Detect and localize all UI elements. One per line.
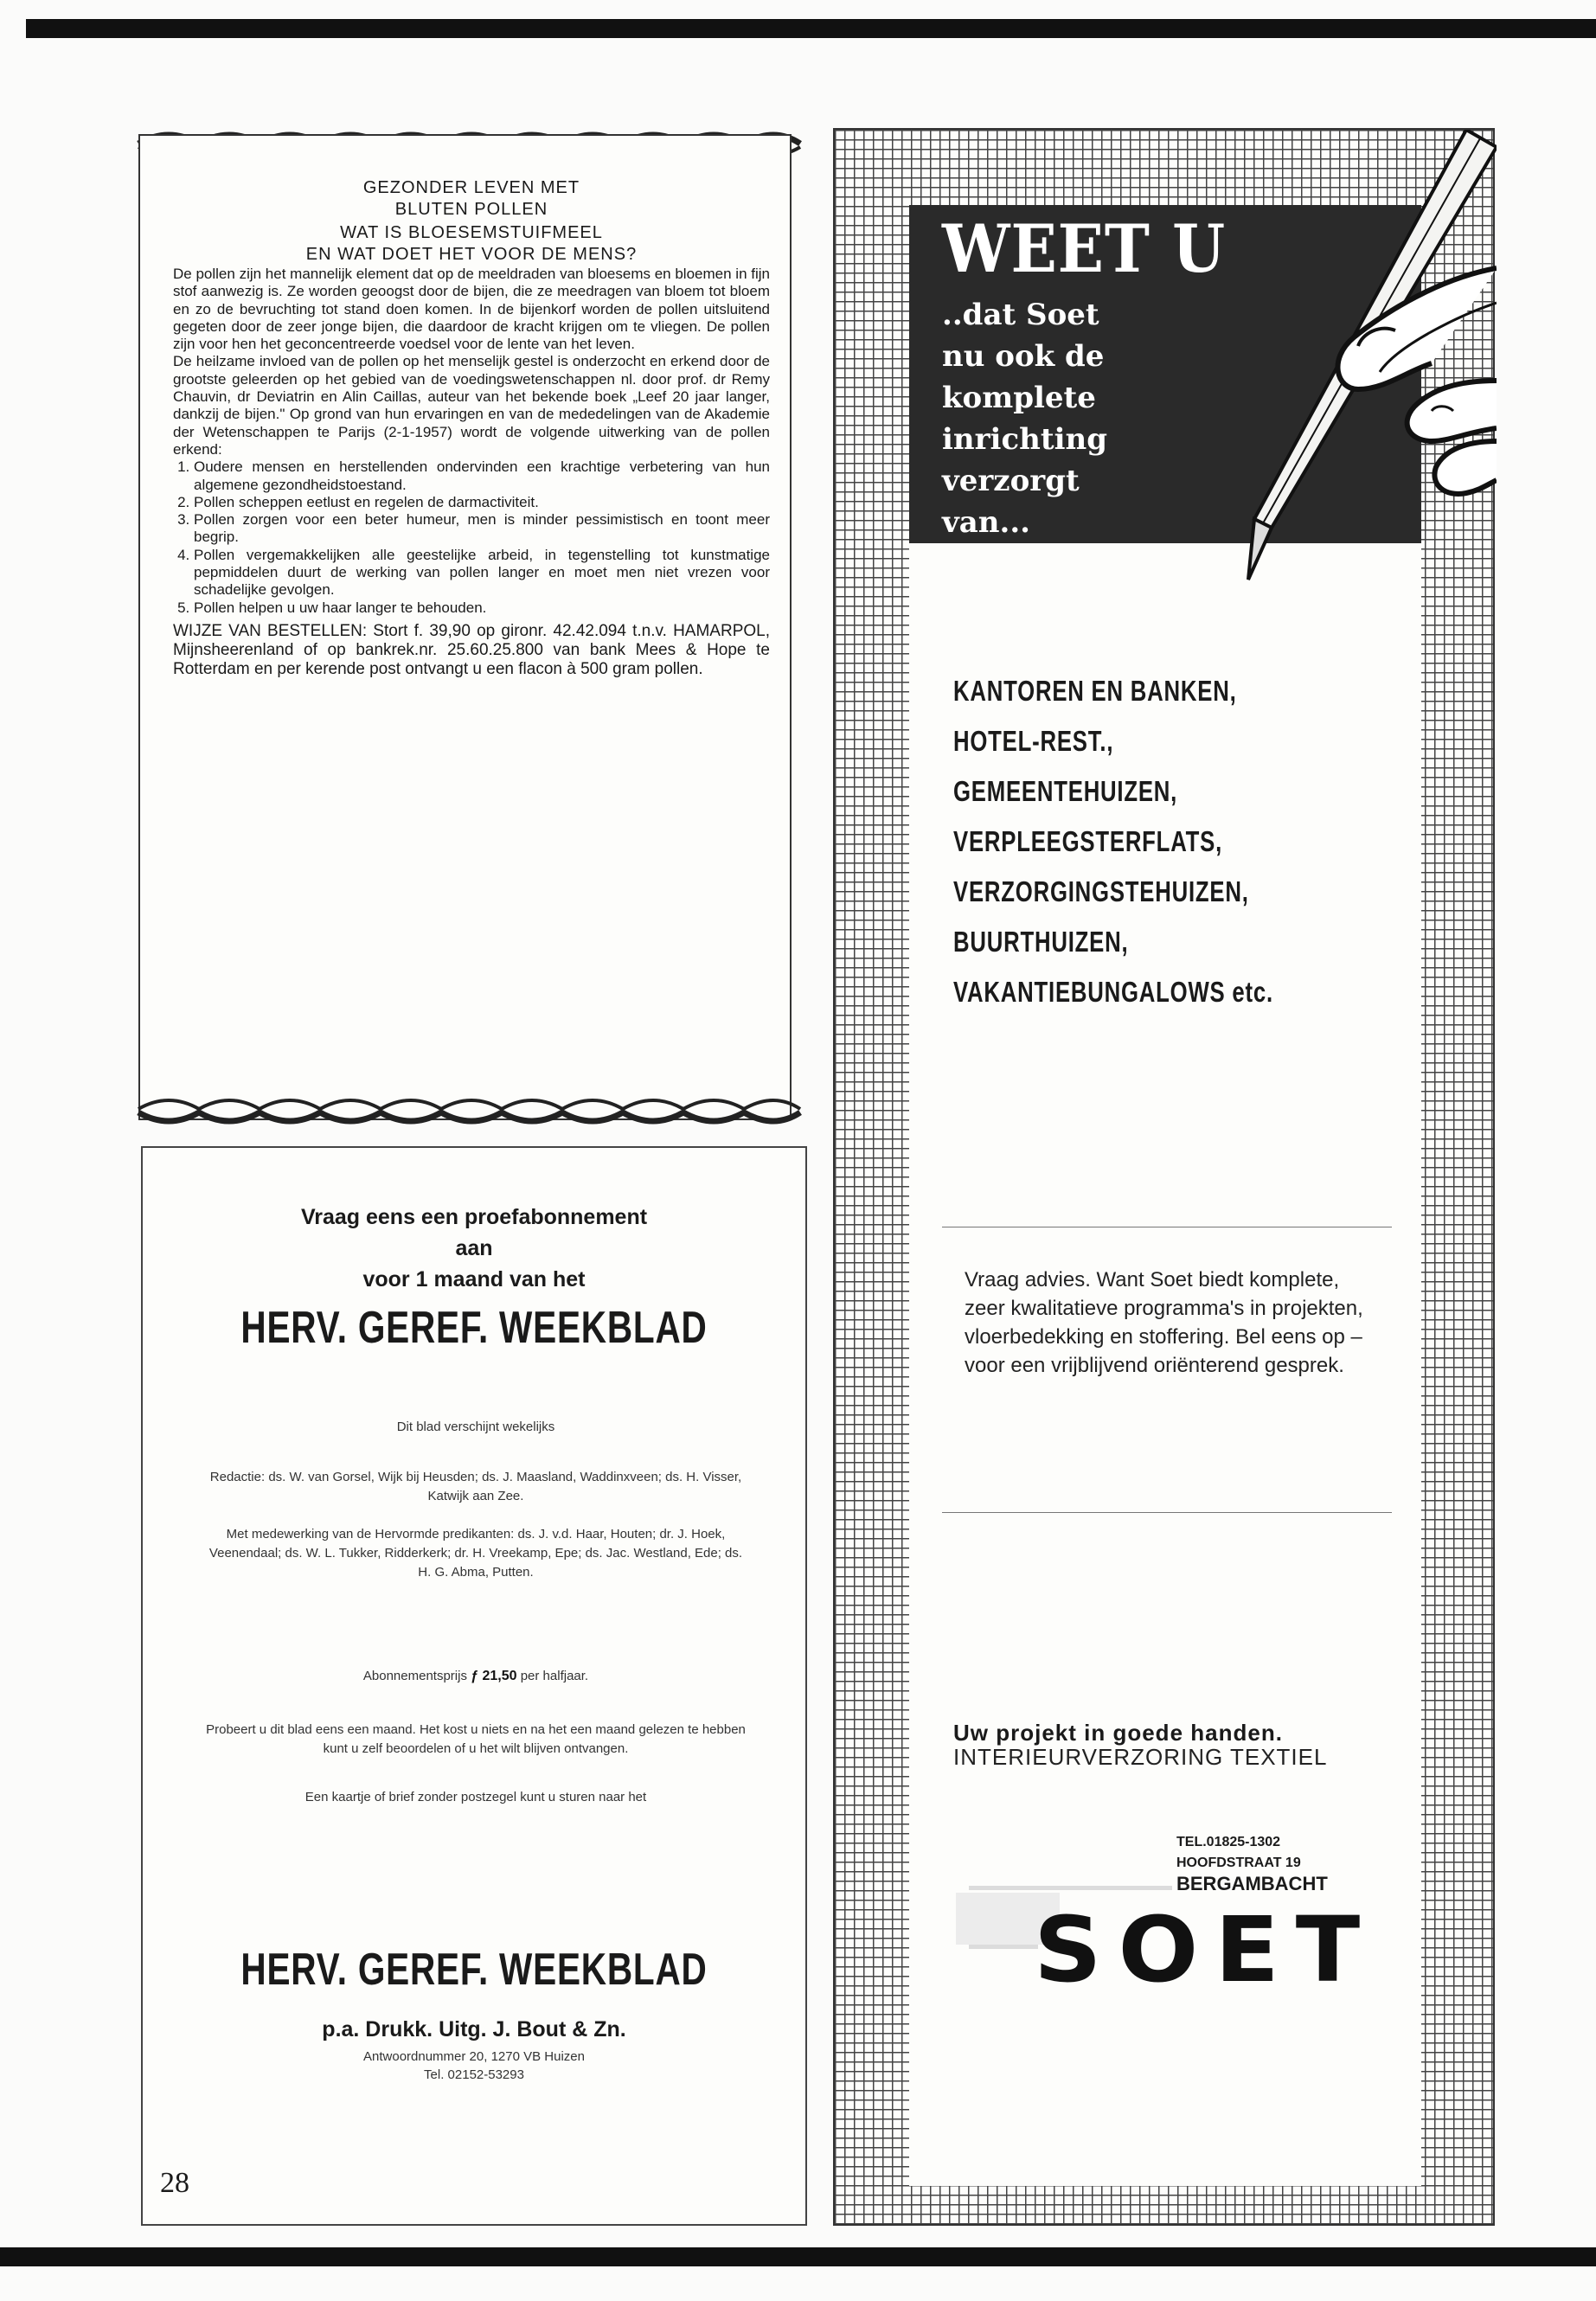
decorative-border-bottom bbox=[130, 1092, 804, 1135]
sector-item: VERZORGINGSTEHUIZEN, bbox=[953, 875, 1249, 907]
benefit-item: 4. Pollen vergemakkelijken alle geestelijke arbeid, in tegenstelling tot kunstmatige pepmiddelen duurt de werking van pollen langer en moet men niet vrezen voor schadelijke gevolgen. bbox=[194, 547, 770, 599]
sector-item: KANTOREN EN BANKEN, bbox=[953, 675, 1237, 707]
subscription-price: Abonnementsprijs ƒ 21,50 per halfjaar. bbox=[362, 1669, 589, 1683]
slogan: Uw projekt in goede handen. bbox=[953, 1720, 1283, 1746]
pollen-advertisement bbox=[138, 134, 792, 1120]
pollen-order-info: WIJZE VAN BESTELLEN: Stort f. 39,90 op gironr. 42.42.094 t.n.v. HAMARPOL, Mijnsheerenland of op bankrek.nr. 25.60.25.800 van bank Mees & Hope te Rotterdam en per kerende post ontvangt u een flacon à 500 gram pollen. bbox=[173, 621, 770, 678]
publisher: p.a. Drukk. Uitg. J. Bout & Zn. bbox=[322, 2017, 626, 2041]
contributors: Met medewerking van de Hervormde predikanten: ds. J. v.d. Haar, Houten; dr. J. Hoek, Veenendaal; ds. W. L. Tukker, Ridderkerk; dr. H. Vreekamp, Epe; ds. Jac. Westland, Ede; ds. H. G. Abma, Putten. bbox=[208, 1527, 743, 1580]
tagline: INTERIEURVERZORING TEXTIEL bbox=[953, 1744, 1328, 1770]
benefit-item: 3. Pollen zorgen voor een beter humeur, men is minder pessimistisch en toont meer begrip. bbox=[194, 511, 770, 547]
send-card-text: Een kaartje of brief zonder postzegel kunt u sturen naar het bbox=[304, 1790, 647, 1804]
publication-frequency: Dit blad verschijnt wekelijks bbox=[396, 1420, 555, 1434]
benefit-item: 5. Pollen helpen u uw haar langer te behouden. bbox=[194, 599, 770, 617]
pollen-question-1: WAT IS BLOESEMSTUIFMEEL bbox=[340, 223, 603, 242]
editorial-staff: Redactie: ds. W. van Gorsel, Wijk bij Heusden; ds. J. Maasland, Waddinxveen; ds. H. Visser, Katwijk aan Zee. bbox=[209, 1470, 742, 1503]
pollen-paragraph-2: De heilzame invloed van de pollen op het menselijk gestel is onderzocht en erkend door de grootste geleerden op het gebied van de voedingswetenschappen nl. door prof. dr Remy Chauvin, dr Deviatrin en Alin Caillas, auteur van het bekende boek „Leef 20 jaar langer, dankzij de bijen." Op grond van hun ervaringen en van de mededelingen van de Akademie der Wetenschappen te Parijs (2-1-1957) wordt de volgende uitwerking van de pollen erkend: bbox=[173, 353, 770, 458]
weekblad-title-repeat: HERV. GEREF. WEEKBLAD bbox=[240, 1945, 708, 1995]
sector-item: BUURTHUIZEN, bbox=[953, 926, 1129, 958]
contact-details bbox=[1176, 1832, 1328, 1894]
soet-headline: WEET U bbox=[942, 210, 1226, 287]
hand-with-pencil-icon bbox=[1172, 130, 1497, 597]
pollen-headline-2: BLUTEN POLLEN bbox=[394, 200, 548, 219]
phone-number: TEL.01825-1302 bbox=[1176, 1835, 1281, 1849]
bottom-rule bbox=[0, 2247, 1596, 2266]
sector-item: GEMEENTEHUIZEN, bbox=[953, 775, 1178, 807]
soet-brand-logo: SOET bbox=[1034, 1897, 1377, 2003]
sector-list bbox=[953, 666, 1363, 1017]
weekblad-title: HERV. GEREF. WEEKBLAD bbox=[240, 1303, 708, 1353]
pollen-headline-1: GEZONDER LEVEN MET bbox=[362, 178, 580, 197]
page-number: 28 bbox=[160, 2167, 189, 2199]
benefit-item: 2. Pollen scheppen eetlust en regelen de darmactiviteit. bbox=[194, 494, 770, 511]
street-address: HOOFDSTRAAT 19 bbox=[1176, 1856, 1301, 1870]
subscription-intro: Vraag eens een proefabonnement aan voor 1 maand van het bbox=[300, 1205, 648, 1292]
sector-item: VERPLEEGSTERFLATS, bbox=[953, 825, 1223, 857]
soet-subheadline: ..dat Soet nu ook de komplete inrichting verzorgt van... bbox=[942, 298, 1108, 540]
weekblad-advertisement bbox=[141, 1146, 807, 2226]
pollen-benefits-list bbox=[173, 458, 770, 617]
soet-advertisement bbox=[833, 128, 1495, 2226]
trial-offer-text: Probeert u dit blad eens een maand. Het kost u niets en na het een maand gelezen te hebben kunt u zelf beoordelen of u het wilt blijven ontvangen. bbox=[206, 1722, 746, 1756]
sector-item: HOTEL-REST., bbox=[953, 725, 1114, 757]
town-name: BERGAMBACHT bbox=[1176, 1873, 1328, 1894]
top-rule bbox=[26, 19, 1596, 38]
advice-text: Vraag advies. Want Soet biedt komplete, zeer kwalitatieve programma's in projekten, vloerbedekking en stoffering. Bel eens op – voor een vrijblijvend oriënterend gesprek. bbox=[965, 1268, 1363, 1377]
publisher-address: Antwoordnummer 20, 1270 VB Huizen Tel. 02152-53293 bbox=[363, 2049, 585, 2082]
benefit-item: 1. Oudere mensen en herstellenden ondervinden een krachtige verbetering van hun algemene gezondheidstoestand. bbox=[194, 458, 770, 494]
pollen-question-2: EN WAT DOET HET VOOR DE MENS? bbox=[305, 245, 638, 264]
divider bbox=[942, 1512, 1392, 1513]
sector-item: VAKANTIEBUNGALOWS etc. bbox=[953, 976, 1273, 1008]
pollen-paragraph-1: De pollen zijn het mannelijk element dat op de meeldraden van bloesems en bloemen in fijn stof aanwezig is. Ze worden geoogst door de bijen, die ze meedragen van bloem tot bloem en zo de bevruchting tot stand doen komen. In de bijenkorf worden de pollen uitsluitend gegeten door de zeer jonge bijen, die daardoor de kracht krijgen om te vliegen. De pollen zijn voor hen het geconcentreerde voedsel voor de lente van het leven. bbox=[173, 266, 770, 353]
